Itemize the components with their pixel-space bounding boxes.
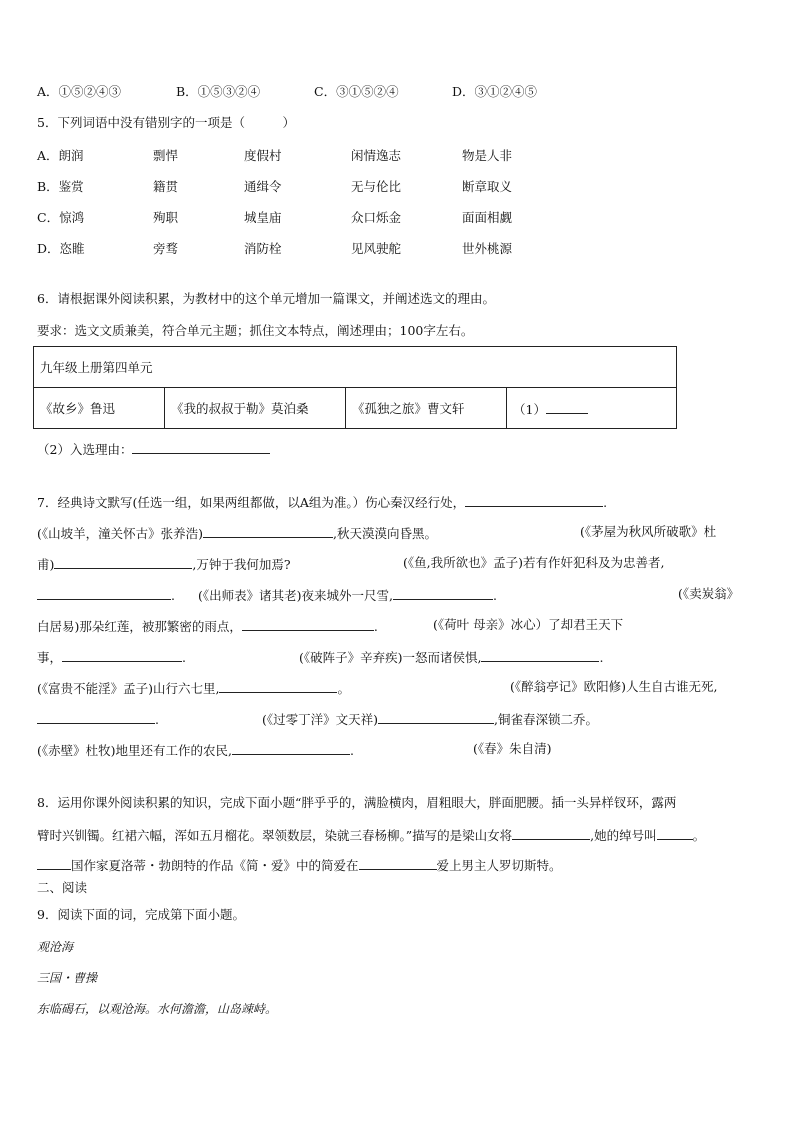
q7-text-2a: (《山坡羊，潼关怀古》张养浩): [37, 526, 204, 541]
q7-blank-2[interactable]: [203, 523, 333, 538]
q4-option-a: A．①⑤②④③: [37, 84, 122, 99]
q7-text-7a: (《富贵不能淫》孟子)山行六七里,: [37, 681, 220, 696]
poem-line-1: 东临碣石，以观沧海。水何澹澹，山岛竦峙。: [37, 1002, 278, 1016]
q7-blank-3[interactable]: [54, 554, 192, 569]
q6-cell-gudu: 《孤独之旅》曹文轩: [346, 388, 507, 429]
q7-line-4-mid: (《出师表》诸其老)夜来城外一尺雪, .: [198, 585, 497, 605]
q5-d-3: 消防栓: [244, 241, 282, 256]
q7-text-3b: ,万钟于我何加焉?: [192, 557, 291, 572]
q6-stem: 6．请根据课外阅读积累，为教材中的这个单元增加一篇课文，并阐述选文的理由。: [37, 291, 495, 306]
q6-cell-yule: 《我的叔叔于勒》莫泊桑: [165, 388, 346, 429]
q7-text-5a: 白居易)那朵红莲，被那繁密的雨点，: [37, 619, 242, 634]
q7-blank-8[interactable]: [481, 647, 599, 662]
q7-text-8b: (《过零丁洋》文天祥): [262, 712, 379, 727]
q5-d-2: 旁骛: [153, 241, 179, 256]
q7-blank-4[interactable]: [37, 585, 171, 600]
q7-text-7b: (《醉翁亭记》欧阳修)人生自古谁无死,: [510, 679, 718, 694]
q7-text-5b: (《荷叶 母亲》冰心）了却君王天下: [433, 617, 624, 632]
q7-line-1: 7．经典诗文默写(任选一组，如果两组都做，以A组为准。）伤心秦汉经行处， .: [37, 492, 607, 512]
q7-blank-12[interactable]: [232, 740, 350, 755]
q8-line-1: 8．运用你课外阅读积累的知识，完成下面小题“胖乎乎的，满脸横肉，眉粗眼大，胖面肥腰。插一头异样钗环，露两: [37, 795, 677, 810]
q7-blank-6[interactable]: [242, 616, 374, 631]
q5-a-3: 度假村: [244, 148, 282, 163]
q5-c-2: 殉职: [153, 210, 179, 225]
q8-blank-2[interactable]: [657, 825, 693, 840]
q9-stem: 9．阅读下面的词，完成第下面小题。: [37, 907, 245, 922]
q5-a-1: A．朗润: [37, 148, 84, 163]
q5-c-1: C．惊鸿: [37, 210, 85, 225]
q7-text-6a: 事，: [37, 650, 63, 665]
q5-b-4: 无与伦比: [351, 179, 402, 194]
q8-blank-1[interactable]: [512, 825, 590, 840]
q6-cell-answer[interactable]: [507, 388, 677, 429]
q7-text-1: 7．经典诗文默写(任选一组，如果两组都做，以A组为准。）伤心秦汉经行处，: [37, 495, 466, 510]
q7-line-2-left: [37, 523, 437, 543]
q6-table-header: 九年级上册第四单元: [34, 347, 677, 388]
q8-text-2c: 。: [692, 828, 706, 843]
q7-text-8c: ,铜雀春深锁二乔。: [494, 712, 598, 727]
q5-a-5: 物是人非: [462, 148, 513, 163]
q8-text-2a: 臂时兴钏镯。红裙六幅，浑如五月榴花。翠领数层，染就三春杨柳。”描写的是梁山女将: [37, 828, 513, 843]
q7-line-8-right: [262, 709, 598, 729]
q4-option-b: B．①⑤③②④: [176, 84, 261, 99]
poem-title: 观沧海: [37, 940, 74, 954]
q8-line-2: [37, 825, 705, 845]
q6-unit-table: [33, 346, 677, 429]
q7-blank-5[interactable]: [393, 585, 493, 600]
q6-cell-guxiang: 《故乡》鲁迅: [34, 388, 165, 429]
q5-d-4: 见风驶舵: [351, 241, 402, 256]
q7-blank-1[interactable]: [465, 492, 603, 507]
q7-line-6-left: 事， .: [37, 647, 186, 667]
q5-b-1: B．鉴赏: [37, 179, 84, 194]
q7-line-4-left: .: [37, 585, 175, 605]
q7-text-6b: (《破阵子》辛弃疾)一怒而诸侯惧,: [299, 650, 482, 665]
q7-blank-7[interactable]: [62, 647, 182, 662]
q6-answer-label: （1）: [513, 401, 546, 417]
q6-reason-label: （2）入选理由：: [37, 442, 133, 457]
q8-line-3: [37, 855, 562, 875]
q5-c-5: 面面相觑: [462, 210, 513, 225]
q4-option-d: D．③①②④⑤: [452, 84, 538, 99]
poem-author: 三国・曹操: [37, 971, 98, 985]
q7-line-9-left: (《赤壁》杜牧)地里还有工作的农民, .: [37, 740, 354, 760]
q5-a-2: 剽悍: [153, 148, 179, 163]
q7-blank-10[interactable]: [37, 709, 155, 724]
q6-reason: [37, 439, 270, 459]
q5-d-1: D．恣睢: [37, 241, 85, 256]
q7-text-4c: (《卖炭翁》: [678, 586, 740, 601]
q7-line-5-left: 白居易)那朵红莲，被那繁密的雨点， .: [37, 616, 378, 636]
q8-text-2b: ,她的绰号叫: [590, 828, 657, 843]
q5-b-5: 断章取义: [462, 179, 513, 194]
q7-text-2c: (《茅屋为秋风所破歌》杜: [580, 524, 717, 539]
q5-a-4: 闲情逸志: [351, 148, 402, 163]
q8-text-3a: 国作家夏洛蒂・勃朗特的作品《简・爱》中的简爱在: [71, 858, 359, 873]
q7-line-7-left: (《富贵不能淫》孟子)山行六七里, 。: [37, 678, 350, 698]
section-reading-heading: 二、阅读: [37, 880, 88, 895]
q7-blank-9[interactable]: [219, 678, 337, 693]
q8-blank-3[interactable]: [37, 855, 71, 870]
q7-text-9a: (《赤壁》杜牧)地里还有工作的农民,: [37, 743, 232, 758]
q8-blank-4[interactable]: [359, 855, 437, 870]
q7-text-2b: ,秋天漠漠向昏黑。: [333, 526, 437, 541]
q6-answer-blank[interactable]: [546, 399, 588, 414]
q7-line-6-right: (《破阵子》辛弃疾)一怒而诸侯惧, .: [299, 647, 603, 667]
q8-text-3b: 爱上男主人罗切斯特。: [436, 858, 562, 873]
q5-b-3: 通缉令: [244, 179, 282, 194]
q7-text-4b: (《出师表》诸其老)夜来城外一尺雪,: [198, 588, 393, 603]
q5-b-2: 籍贯: [153, 179, 179, 194]
q4-option-c: C．③①⑤②④: [314, 84, 399, 99]
q6-requirement: 要求：选文文质兼美，符合单元主题；抓住文本特点，阐述理由；100字左右。: [37, 323, 474, 338]
q7-blank-11[interactable]: [378, 709, 494, 724]
q7-line-8-left: .: [37, 709, 159, 729]
q6-reason-blank[interactable]: [132, 439, 270, 454]
q7-text-3a: 甫): [37, 557, 55, 572]
q5-d-5: 世外桃源: [462, 241, 513, 256]
q7-line-3-left: [37, 554, 291, 574]
q5-c-3: 城皇庙: [244, 210, 282, 225]
q7-text-9b: (《春》朱自清): [473, 741, 552, 756]
q7-text-3c: (《鱼,我所欲也》孟子)若有作奸犯科及为忠善者,: [403, 555, 665, 570]
q5-c-4: 众口烁金: [351, 210, 402, 225]
q5-stem: 5．下列词语中没有错别字的一项是（ ）: [37, 115, 295, 130]
